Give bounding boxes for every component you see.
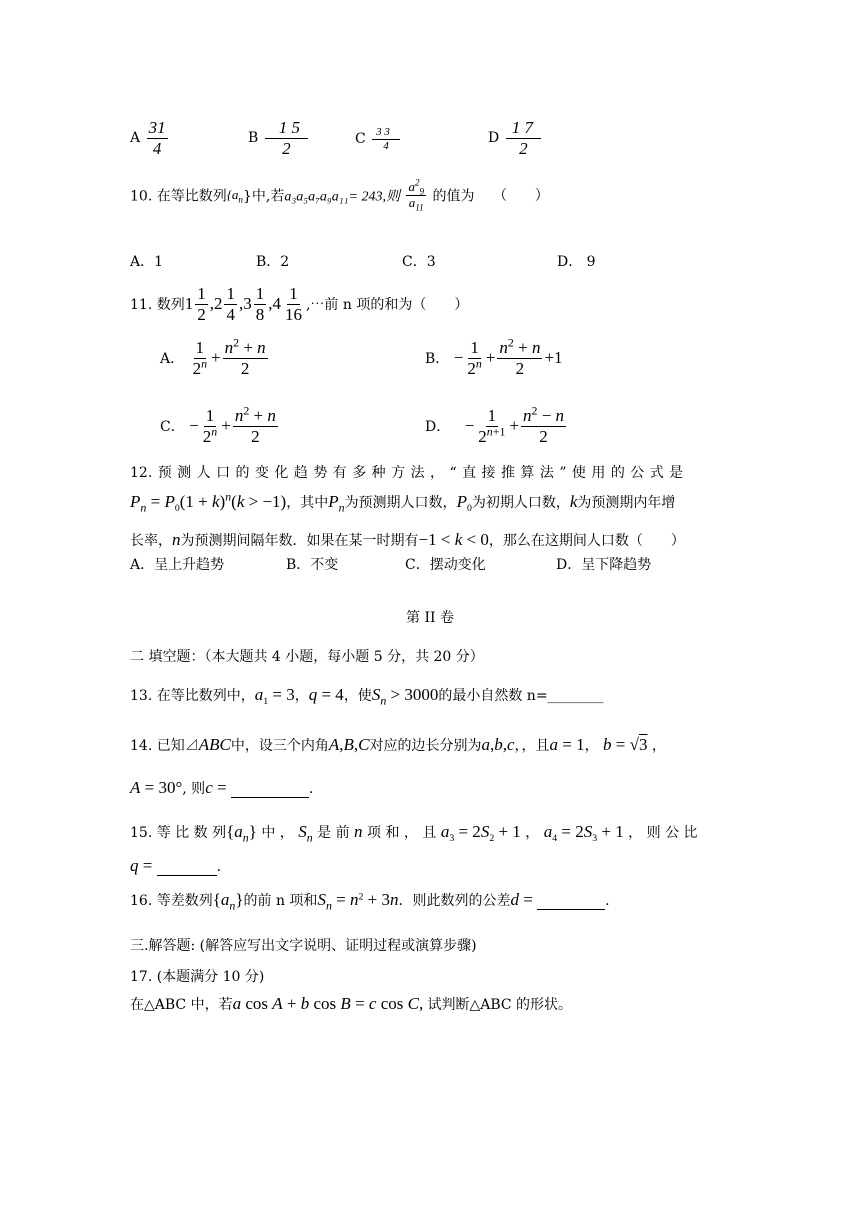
fraction: $\frac{1 7}{2}$	[506, 118, 541, 158]
fraction: $\frac{1 5}{2}$	[265, 118, 308, 158]
answer-blank[interactable]	[231, 797, 309, 798]
option-label: A	[130, 130, 141, 147]
question-12-line-1: 12. 预 测 人 口 的 变 化 趋 势 有 多 种 方 法 ， “ 直 接 推 算 法 ” 使 用 的 公 式 是	[130, 465, 684, 481]
question-13: 13. 在等比数列中，$a_1 = 3$，q = 4，使$S_n > 3000$的最小自然数 n=________	[130, 685, 604, 708]
question-14-line-2: A = 30°, 则c = .	[130, 778, 314, 797]
question-17-body: 在△ABC 中，若a cos A + b cos B = c cos C, 试判断△ABC 的形状。	[130, 994, 573, 1013]
question-14-line-1: 14. 已知⊿ABC中，设三个内角A,B,C对应的边长分别为a,b,c，，且a = 1， b = √3 ，	[130, 735, 666, 754]
option-label: C	[355, 131, 366, 148]
section-3-heading: 三.解答题: (解答应写出文字说明、证明过程或演算步骤)	[130, 938, 477, 954]
fraction: $\frac{3 3}{4}$	[372, 126, 400, 152]
q10-option-a: A．1	[130, 254, 164, 270]
q11-option-b: B． − $\frac{1}{2^n}$ + $\frac{n^2 + n}{2}$ +1	[425, 335, 563, 378]
q10-option-c: C．3	[402, 254, 436, 270]
fill-in-heading: 二 填空题：（本大题共 4 小题，每小题 5 分，共 20 分）	[130, 649, 484, 665]
q12-option-a: A．呈上升趋势	[130, 557, 225, 573]
q12-option-d: D．呈下降趋势	[556, 557, 652, 573]
fraction: $\frac{31}{4}$	[148, 118, 166, 158]
question-11: 11. 数列1 $\frac{1}{2}$ ,2 $\frac{1}{4}$ ,3 $\frac{1}{8}$ ,4 $\frac{1}{16}$ ,⋯前 n 项的和为（ ）	[130, 284, 469, 324]
option-label: D	[488, 130, 500, 147]
answer-blank[interactable]	[537, 909, 605, 910]
q12-option-c: C．摆动变化	[405, 557, 486, 573]
question-15-line-1: 15. 等 比 数 列$\{a_n\}$ 中 ， $S_n$ 是 前 n 项 和 ， 且 $a_3 = 2S_2 + 1$ ， $a_4 = 2S_3 + 1$ ， 则 公 比	[130, 822, 698, 845]
section-2-title: 第 II 卷	[406, 610, 454, 626]
q9-option-d	[488, 118, 543, 158]
q9-option-b	[248, 118, 310, 158]
question-12-line-3: 长率，n为预测期间隔年数．如果在某一时期有−1 < k < 0，那么在这期间人口数（ ）	[130, 530, 685, 549]
q10-option-b: B．2	[256, 254, 290, 270]
q9-option-c	[355, 126, 402, 152]
option-label: B	[248, 130, 259, 147]
question-10: 10. 在等比数列$\{a_n\}$中,若a₃a₅a₇a₉a₁₁= 243,则 $\frac{a^2_9}{a_{11}}$ 的值为 （ ）	[130, 177, 549, 213]
question-15-line-2: q = .	[130, 856, 222, 875]
q11-option-d: D． − $\frac{1}{2^{n+1}}$ + $\frac{n^2 - n}{2}$	[425, 403, 565, 446]
q11-option-c: C． − $\frac{1}{2^n}$ + $\frac{n^2 + n}{2}$	[160, 403, 276, 446]
question-12-line-2: $P_n = P_0(1 + k)^n(k > -1)$，其中$P_n$为预测期人口数，$P_0$为初期人口数，k为预测期内年增	[130, 489, 676, 515]
q9-option-a	[130, 118, 170, 158]
question-16: 16. 等差数列$\{a_n\}$的前 n 项和$S_n = n^2 + 3n$．则此数列的公差d = .	[130, 890, 610, 913]
q11-option-a: A． $\frac{1}{2^n}$ + $\frac{n^2 + n}{2}$	[160, 335, 266, 378]
q10-option-d: D． 9	[557, 254, 596, 270]
fraction: $\frac{a^2_9}{a_{11}}$	[408, 177, 425, 213]
q12-option-b: B．不变	[286, 557, 339, 573]
answer-blank[interactable]	[157, 875, 217, 876]
question-17-title: 17. (本题满分 10 分)	[130, 969, 265, 985]
